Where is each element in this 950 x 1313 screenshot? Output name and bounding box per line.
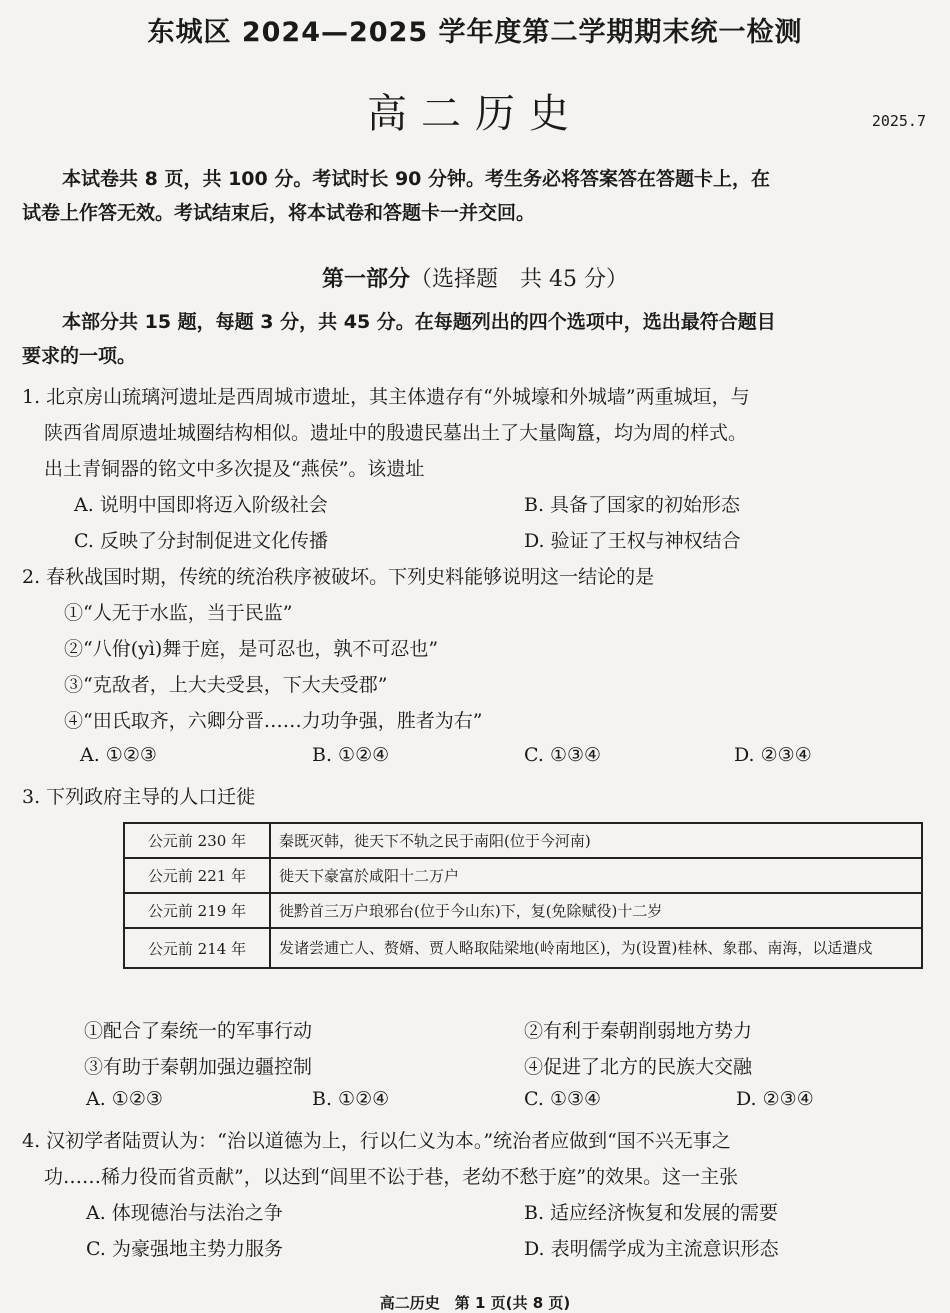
table-cell-year: 公元前 221 年	[124, 858, 270, 893]
q4-option-a: A. 体现德治与法治之争	[86, 1202, 283, 1224]
q2-option-a: A. ①②③	[80, 744, 157, 766]
section-heading-title: 第一部分	[322, 267, 411, 292]
table-row	[124, 858, 922, 893]
q1-stem-line-3: 出土青铜器的铭文中多次提及“燕侯”。该遗址	[44, 458, 425, 480]
subject-title: 高二历史	[367, 91, 583, 137]
table-cell-event: 发诸尝逋亡人、赘婿、贾人略取陆梁地(岭南地区)，为(设置)桂林、象郡、南海，以适遣戍	[270, 928, 922, 968]
q2-source-1: ①“人无于水监，当于民监”	[64, 602, 293, 624]
q4-option-d: D. 表明儒学成为主流意识形态	[524, 1238, 779, 1260]
q1-option-b: B. 具备了国家的初始形态	[524, 494, 741, 516]
page-footer: 高二历史 第 1 页(共 8 页)	[379, 1294, 571, 1312]
section-intro	[22, 305, 922, 373]
exam-notice	[22, 162, 922, 230]
q3-option-a: A. ①②③	[86, 1088, 163, 1110]
q1-stem-line-2: 陕西省周原遗址城圈结构相似。遗址中的殷遗民墓出土了大量陶簋，均为周的样式。	[44, 422, 748, 444]
table-cell-event: 徙黔首三万户琅邪台(位于今山东)下，复(免除赋役)十二岁	[270, 893, 922, 928]
table-row	[124, 928, 922, 968]
q2-option-c: C. ①③④	[524, 744, 602, 766]
q3-statement-4: ④促进了北方的民族大交融	[524, 1056, 753, 1078]
q2-option-d: D. ②③④	[734, 744, 812, 766]
q1-option-d: D. 验证了王权与神权结合	[524, 530, 741, 552]
q4-stem-line-1: 4. 汉初学者陆贾认为：“治以道德为上，行以仁义为本。”统治者应做到“国不兴无事之	[22, 1130, 731, 1152]
q4-option-b: B. 适应经济恢复和发展的需要	[524, 1202, 779, 1224]
table-cell-year: 公元前 219 年	[124, 893, 270, 928]
q2-option-b: B. ①②④	[312, 744, 390, 766]
table-cell-year: 公元前 230 年	[124, 823, 270, 858]
table-row	[124, 893, 922, 928]
q2-stem: 2. 春秋战国时期，传统的统治秩序被破坏。下列史料能够说明这一结论的是	[22, 566, 655, 588]
section-heading-subtitle: （选择题 共 45 分）	[410, 267, 628, 292]
q2-source-3: ③“克敌者，上大夫受县，下大夫受郡”	[64, 674, 388, 696]
q3-stem: 3. 下列政府主导的人口迁徙	[22, 786, 256, 808]
exam-date: 2025.7	[871, 112, 926, 130]
q1-option-c: C. 反映了分封制促进文化传播	[74, 530, 328, 552]
table-cell-year: 公元前 214 年	[124, 928, 270, 968]
section-intro-line-2: 要求的一项。	[22, 345, 137, 367]
q3-statement-3: ③有助于秦朝加强边疆控制	[84, 1056, 313, 1078]
q1-option-a: A. 说明中国即将迈入阶级社会	[74, 494, 328, 516]
q4-option-c: C. 为豪强地主势力服务	[86, 1238, 283, 1260]
q3-option-d: D. ②③④	[736, 1088, 814, 1110]
q2-source-4: ④“田氏取齐，六卿分晋……力功争强，胜者为右”	[64, 710, 483, 732]
section-intro-line-1: 本部分共 15 题，每题 3 分，共 45 分。在每题列出的四个选项中，选出最符合题目	[62, 311, 776, 333]
q3-option-b: B. ①②④	[312, 1088, 390, 1110]
q3-statement-1: ①配合了秦统一的军事行动	[84, 1020, 313, 1042]
q3-statement-2: ②有利于秦朝削弱地方势力	[524, 1020, 753, 1042]
table-row	[124, 823, 922, 858]
table-cell-event: 徙天下豪富於咸阳十二万户	[270, 858, 922, 893]
q3-option-c: C. ①③④	[524, 1088, 602, 1110]
exam-title: 东城区 2024—2025 学年度第二学期期末统一检测	[147, 17, 803, 48]
q4-stem-line-2: 功……稀力役而省贡献”，以达到“闾里不讼于巷，老幼不愁于庭”的效果。这一主张	[44, 1166, 739, 1188]
q1-stem-line-1: 1. 北京房山琉璃河遗址是西周城市遗址，其主体遗存有“外城壕和外城墙”两重城垣，与	[22, 386, 750, 408]
q3-migration-table	[123, 822, 923, 969]
table-cell-event: 秦既灭韩，徙天下不轨之民于南阳(位于今河南)	[270, 823, 922, 858]
notice-line-2: 试卷上作答无效。考试结束后，将本试卷和答题卡一并交回。	[22, 202, 536, 224]
q2-source-2: ②“八佾(yì)舞于庭，是可忍也，孰不可忍也”	[64, 638, 439, 660]
section-heading	[0, 262, 950, 293]
notice-line-1: 本试卷共 8 页，共 100 分。考试时长 90 分钟。考生务必将答案答在答题卡上，在	[62, 168, 771, 190]
